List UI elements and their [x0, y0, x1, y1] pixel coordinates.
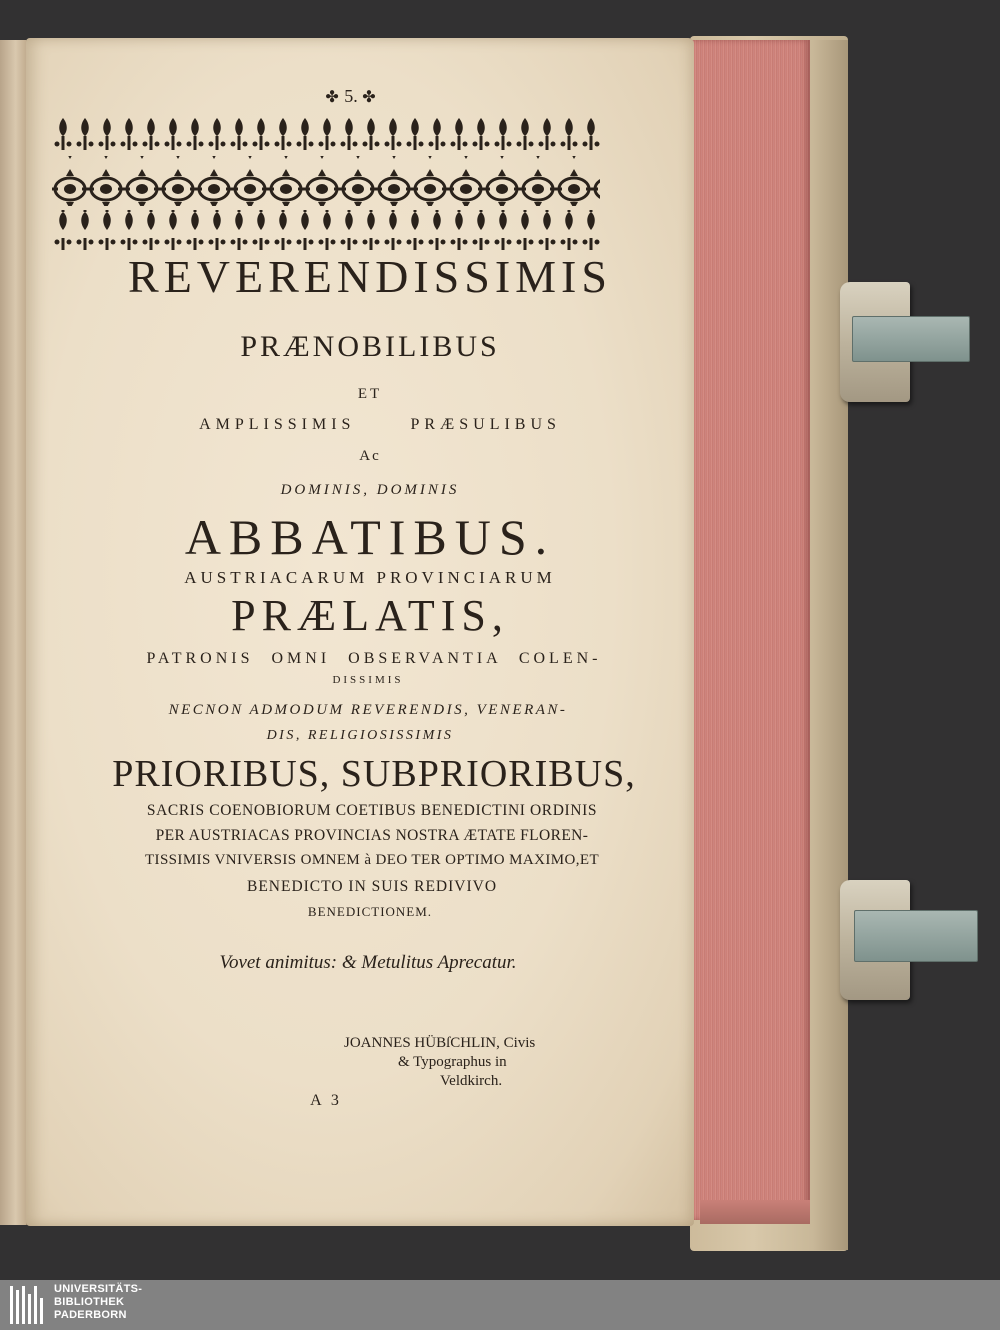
imprint-line-3: Veldkirch. [440, 1073, 503, 1089]
line-amplissimis: AMPLISSIMIS PRÆSULIBUS [199, 416, 561, 433]
upper-clasp [840, 282, 910, 402]
page-number [316, 86, 386, 107]
line-benedicto: BENEDICTO IN SUIS REDIVIVO [246, 878, 498, 895]
line-dominis: DOMINIS, DOMINIS [280, 482, 460, 498]
line-necnon: NECNON ADMODUM REVERENDIS, VENERAN- [168, 702, 568, 718]
line-sacris: SACRIS COENOBIORUM COETIBUS BENEDICTINI ORDINIS [146, 802, 598, 819]
line-patronis: PATRONIS OMNI OBSERVANTIA COLEN- [146, 650, 602, 667]
title-page [26, 38, 694, 1226]
line-ac: Ac [359, 448, 381, 464]
imprint-line-1: JOANNES HÜBſCHLIN, Civis [344, 1035, 536, 1051]
line-et: ET [357, 386, 383, 402]
logo-line-2: BIBLIOTHEK [54, 1296, 125, 1308]
line-per-austriacas: PER AUSTRIACAS PROVINCIAS NOSTRA ÆTATE FLOREN- [155, 827, 589, 844]
page-number-text: 5. [344, 86, 358, 106]
ornament-band [52, 114, 600, 254]
line-tissimis: TISSIMIS VNIVERSIS OMNEM à DEO TER OPTIMO MAXIMO,ET [144, 852, 600, 868]
previous-page-edge [0, 40, 27, 1225]
line-vovet: Vovet animitus: & Metulitus Aprecatur. [219, 952, 517, 973]
logo-line-1: UNIVERSITÄTS- [54, 1283, 143, 1295]
line-benedictionem: BENEDICTIONEM. [307, 904, 433, 919]
lower-clasp [840, 880, 910, 1000]
page-block-bottom [700, 1200, 810, 1224]
library-logo-icon [8, 1284, 48, 1326]
book-cover-spine-shade [812, 40, 848, 1250]
line-dis-religiosissimis: DIS, RELIGIOSISSIMIS [266, 728, 454, 743]
imprint-line-2: & Typographus in [398, 1054, 507, 1070]
line-abbatibus: ABBATIBUS. [184, 509, 556, 565]
lower-clasp-plate [854, 910, 978, 962]
signature-mark: A 3 [310, 1092, 342, 1109]
line-dissimis: DISSIMIS [332, 674, 404, 686]
library-footer [0, 1280, 1000, 1330]
page-block-red-edges [690, 40, 810, 1220]
page-number-ornament-right: ✤ [362, 89, 377, 106]
logo-line-3: PADERBORN [54, 1309, 127, 1321]
library-logo-text [54, 1283, 142, 1322]
line-praenobilibus: PRÆNOBILIBUS [240, 330, 500, 363]
line-reverendissimis: REVERENDISSIMIS [128, 251, 612, 302]
line-austriacarum: AUSTRIACARUM PROVINCIARUM [184, 568, 556, 587]
line-praelatis: PRÆLATIS, [231, 591, 509, 640]
upper-clasp-plate [852, 316, 970, 362]
page-number-ornament-left: ✤ [325, 89, 340, 106]
printer-imprint [344, 1034, 624, 1091]
line-prioribus: PRIORIBUS, SUBPRIORIBUS, [112, 753, 636, 795]
